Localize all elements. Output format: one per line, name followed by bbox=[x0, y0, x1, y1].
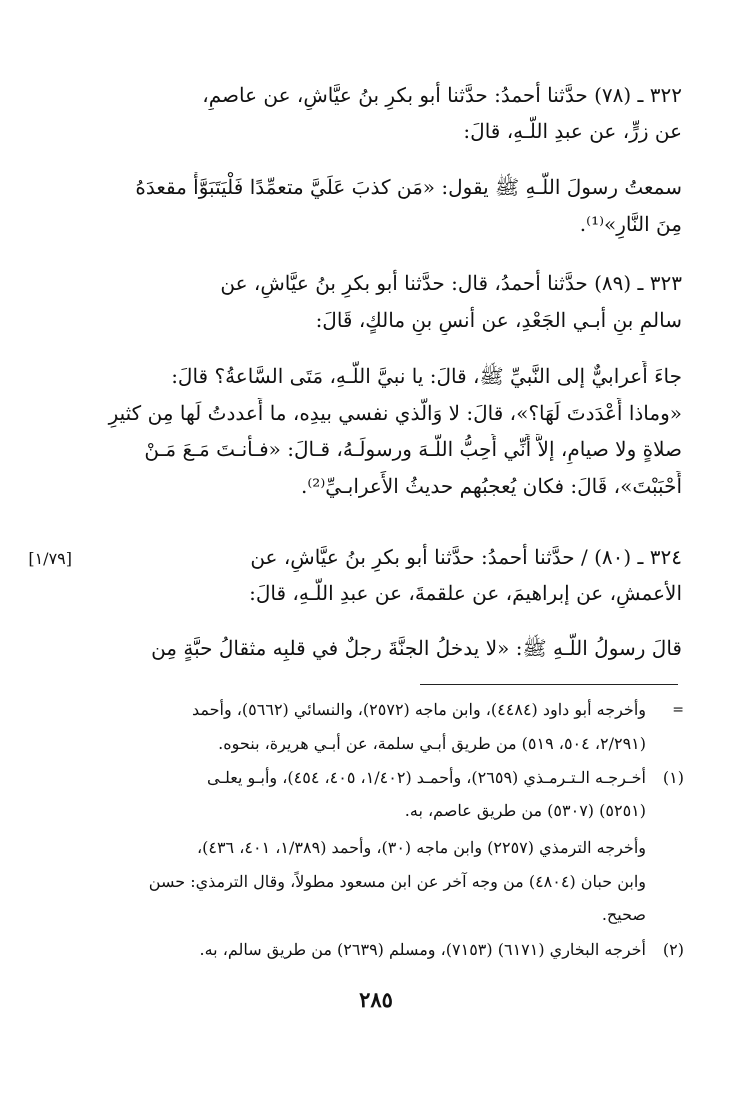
footnote-1-line1: أخـرجـه الـتـرمـذي (٢٦٥٩)، وأحمـد (١/٤٠٢، ٤٠٥، ٤٥٤)، وأبـو يعلـى bbox=[206, 768, 646, 787]
footnote-continuation-line1: وأخرجه أبو داود (٤٤٨٤)، وابن ماجه (٢٥٧٢)، والنسائي (٥٦٦٢)، وأحمد bbox=[191, 700, 646, 719]
hadith-323-isnad-line2: سالمِ بنِ أبـي الجَعْدِ، عن أنسِ بنِ مالكٍ، قَالَ: bbox=[315, 308, 682, 332]
hadith-323-matn-line1: جاءَ أَعرابيٌّ إلى النَّبيِّ ﷺ، قالَ: يا نبيَّ اللَّـهِ، مَتَى السَّاعةُ؟ قالَ: bbox=[171, 364, 682, 388]
hadith-322-matn-line1: سمعتُ رسولَ اللَّـهِ ﷺ يقول: «مَن كذبَ عَلَيَّ متعمِّدًا فَلْيَتَبَوَّأْ مقعدَهُ bbox=[135, 175, 682, 199]
footnote-continuation-mark: = bbox=[672, 702, 684, 718]
hadith-322-isnad-line2: عن زرٍّ، عن عبدِ اللَّـهِ، قالَ: bbox=[463, 119, 682, 143]
hadith-322-isnad-line1: ٣٢٢ ـ (٧٨) حدَّثنا أحمدُ: حدَّثنا أبو بكرِ بنُ عيَّاشٍ، عن عاصمٍ، bbox=[202, 83, 682, 107]
footnote-1-line2: (٥٢٥١) (٥٣٠٧) من طريق عاصم، به. bbox=[404, 801, 646, 820]
hadith-323-isnad-line1: ٣٢٣ ـ (٨٩) حدَّثنا أحمدُ، قال: حدَّثنا أبو بكرِ بنُ عيَّاشٍ، عن bbox=[220, 271, 682, 295]
footnote-separator bbox=[420, 684, 678, 685]
footnote-1-line5: صحيح. bbox=[601, 905, 646, 924]
margin-page-marker: [١/٧٩] bbox=[28, 549, 72, 568]
footnote-2-number: (٢) bbox=[662, 940, 684, 959]
footnote-1-number: (١) bbox=[662, 768, 684, 787]
footnote-continuation-line2: (٢/٢٩١، ٥٠٤، ٥١٩) من طريق أبـي سلمة، عن أبـي هريرة، بنحوه. bbox=[218, 734, 646, 753]
footnote-1-line3: وأخرجه الترمذي (٢٢٥٧) وابن ماجه (٣٠)، وأحمد (١/٣٨٩، ٤٠١، ٤٣٦)، bbox=[196, 838, 646, 857]
hadith-323-matn-line2: «وماذا أَعْدَدتَ لَهَا؟»، قالَ: لا وَالَّذي نفسي بيدِه، ما أَعددتُ لَها مِن كثيرِ bbox=[108, 401, 682, 425]
hadith-323-matn-line3: صلاةٍ ولا صيامٍ، إلاَّ أَنِّي أُحِبُّ اللَّـهَ ورسولَـهُ، قـالَ: «فـأنـتَ مَـعَ مَـنْ bbox=[144, 437, 682, 461]
hadith-324-isnad-line2: الأعمشِ، عن إبراهيمَ، عن علقمةَ، عن عبدِ اللَّـهِ، قالَ: bbox=[249, 581, 682, 605]
hadith-322-matn-line2: مِنَ النَّارِ»⁽¹⁾. bbox=[579, 212, 682, 236]
footnote-1-line4: وابن حبان (٤٨٠٤) من وجه آخر عن ابن مسعود مطولاً، وقال الترمذي: حسن bbox=[148, 872, 646, 891]
hadith-323-matn-line4: أَحْبَبْتَ»، قَالَ: فكان يُعجبُهم حديثُ الأَعرابـيِّ⁽²⁾. bbox=[301, 474, 682, 498]
page-number: ٢٨٥ bbox=[359, 987, 393, 1012]
hadith-324-matn-line1: قالَ رسولُ اللَّـهِ ﷺ: «لا يدخلُ الجنَّةَ رجلٌ في قلبِه مثقالُ حبَّةٍ مِن bbox=[151, 636, 682, 660]
hadith-324-isnad-line1: ٣٢٤ ـ (٨٠) / حدَّثنا أحمدُ: حدَّثنا أبو بكرِ بنُ عيَّاشٍ، عن bbox=[250, 545, 682, 569]
footnote-2-line1: أخرجه البخاري (٦١٧١) (٧١٥٣)، ومسلم (٢٦٣٩) من طريق سالم، به. bbox=[199, 940, 646, 959]
